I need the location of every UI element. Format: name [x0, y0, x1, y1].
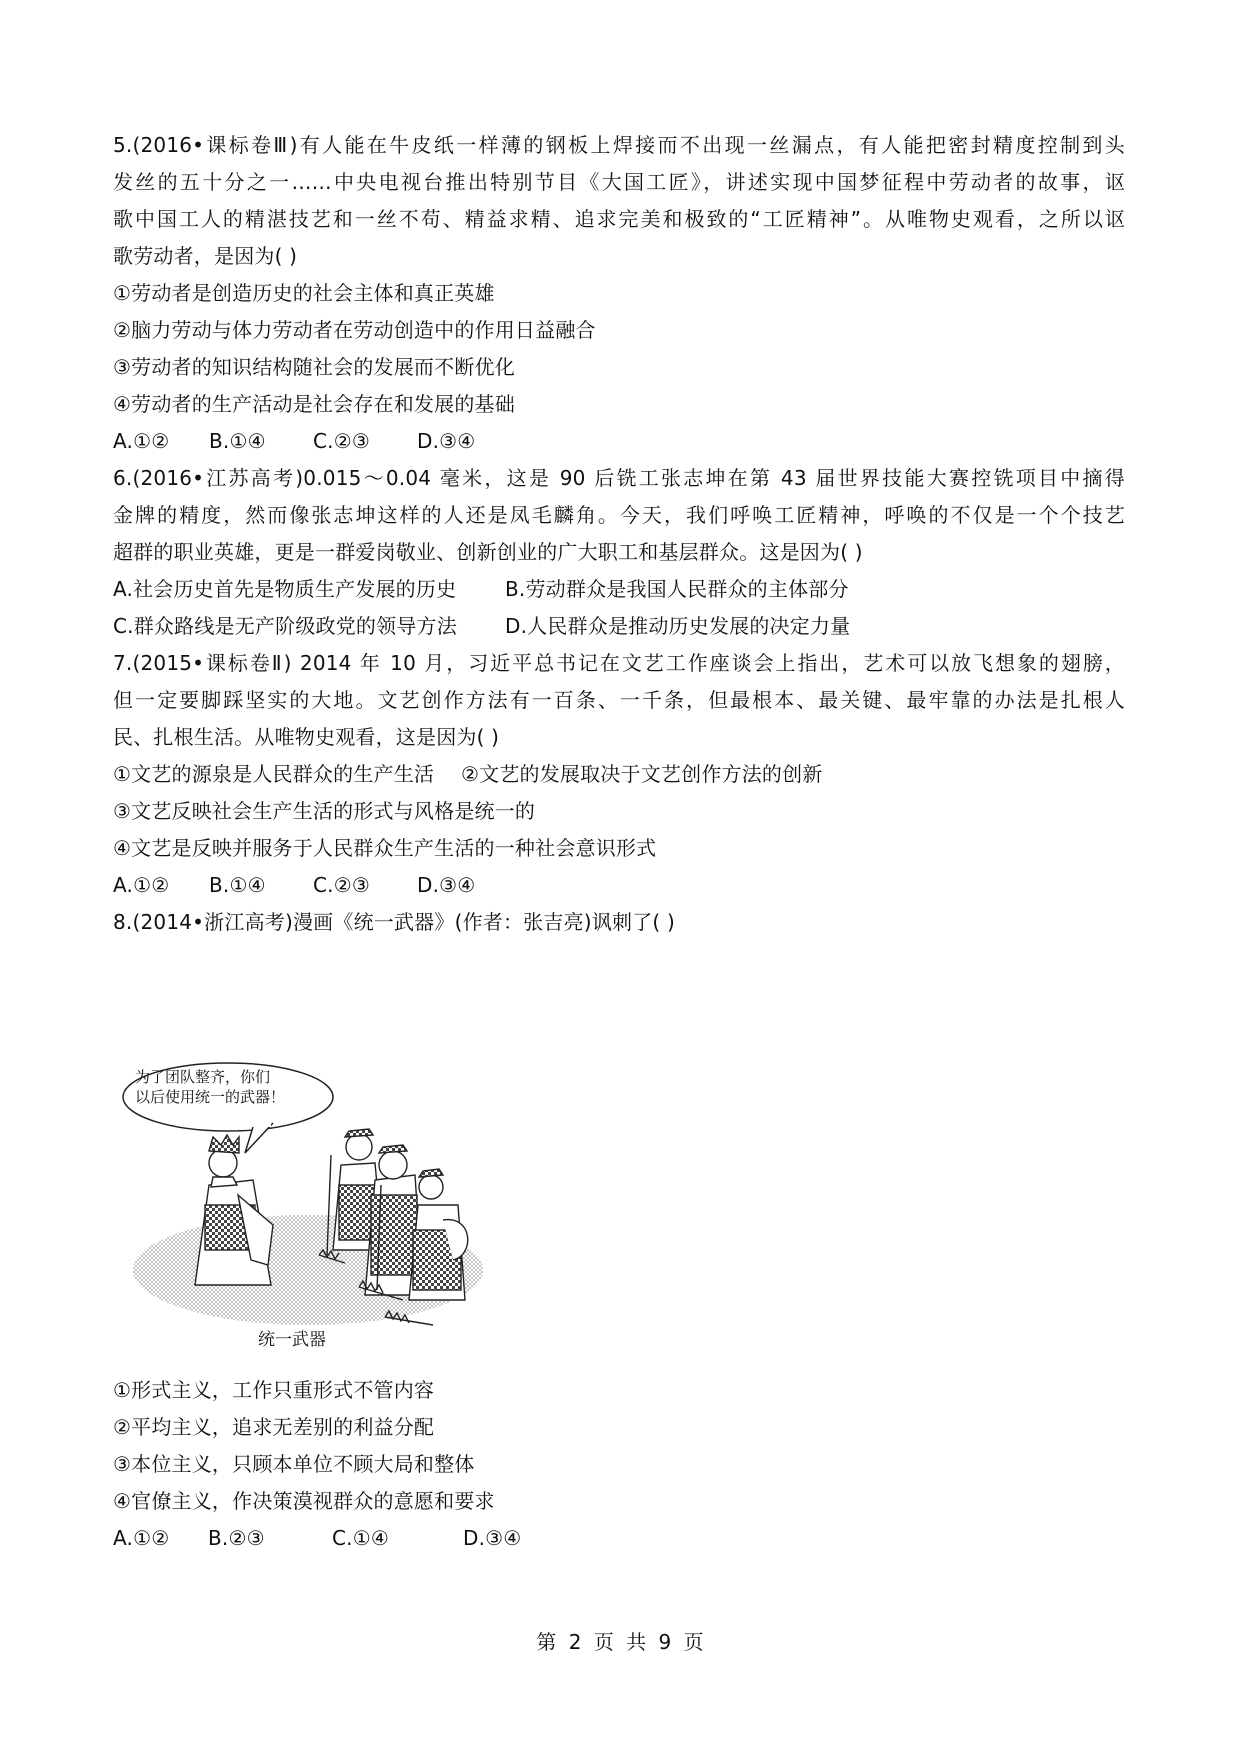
question-text-line: 发丝的五十分之一……中央电视台推出特别节目《大国工匠》，讲述实现中国梦征程中劳动者的故事，讴	[113, 170, 1125, 194]
speech-bubble	[135, 1067, 285, 1107]
answer-options-row	[113, 612, 850, 640]
question-text-line: 金牌的精度，然而像张志坤这样的人还是凤毛麟角。今天，我们呼唤工匠精神，呼唤的不仅是一个个技艺	[113, 503, 1125, 527]
option-a[interactable]: A.①②	[113, 1526, 170, 1550]
option-b[interactable]: B.①④	[209, 873, 266, 897]
statement-3: ③劳动者的知识结构随社会的发展而不断优化	[113, 355, 515, 379]
question-text-line: 5.(2016•课标卷Ⅲ)有人能在牛皮纸一样薄的钢板上焊接而不出现一丝漏点，有人能把密封精度控制到头	[113, 133, 1125, 157]
answer-options	[113, 871, 475, 899]
answer-options	[113, 1524, 521, 1552]
question-text-line: 民、扎根生活。从唯物史观看，这是因为( )	[113, 725, 500, 749]
option-d[interactable]: D.③④	[417, 873, 476, 897]
statement-3: ③文艺反映社会生产生活的形式与风格是统一的	[113, 799, 536, 823]
option-c[interactable]: C.①④	[332, 1526, 389, 1550]
option-b[interactable]: B.②③	[208, 1526, 265, 1550]
statement-4: ④官僚主义，作决策漠视群众的意愿和要求	[113, 1489, 495, 1513]
question-text-line: 但一定要脚踩坚实的大地。文艺创作方法有一百条、一千条，但最根本、最关键、最牢靠的办法是扎根人	[113, 688, 1125, 712]
option-b[interactable]: B.劳动群众是我国人民群众的主体部分	[505, 577, 849, 601]
option-b[interactable]: B.①④	[209, 429, 266, 453]
question-text-line: 6.(2016•江苏高考)0.015～0.04 毫米，这是 90 后铣工张志坤在第 43 届世界技能大赛控铣项目中摘得	[113, 466, 1125, 490]
answer-options-row	[113, 575, 849, 603]
question-text-line: 8.(2014•浙江高考)漫画《统一武器》(作者：张吉亮)讽刺了( )	[113, 910, 675, 934]
option-c[interactable]: C.群众路线是无产阶级政党的领导方法	[113, 614, 457, 638]
question-text-line: 歌劳动者，是因为( )	[113, 244, 298, 268]
statement-1: ①劳动者是创造历史的社会主体和真正英雄	[113, 281, 495, 305]
statement-2: ②文艺的发展取决于文艺创作方法的创新	[461, 762, 823, 786]
statement-3: ③本位主义，只顾本单位不顾大局和整体	[113, 1452, 475, 1476]
speech-line: 以后使用统一的武器！	[135, 1088, 286, 1106]
question-text-line: 歌中国工人的精湛技艺和一丝不苟、精益求精、追求完美和极致的“工匠精神”。从唯物史观看，之所以讴	[113, 207, 1125, 231]
statement-4: ④劳动者的生产活动是社会存在和发展的基础	[113, 392, 515, 416]
statements-row	[113, 760, 823, 788]
page-number: 第 2 页 共 9 页	[536, 1630, 704, 1654]
figure-caption: 统一武器	[258, 1330, 326, 1350]
option-a[interactable]: A.①②	[113, 429, 170, 453]
question-text-line: 7.(2015•课标卷Ⅱ) 2014 年 10 月，习近平总书记在文艺工作座谈会上指出，艺术可以放飞想象的翅膀，	[113, 651, 1125, 675]
speech-line: 为了团队整齐，你们	[135, 1068, 271, 1086]
statement-1: ①形式主义，工作只重形式不管内容	[113, 1378, 435, 1402]
cartoon-figure	[113, 1055, 498, 1345]
statement-2: ②平均主义，追求无差别的利益分配	[113, 1415, 435, 1439]
option-a[interactable]: A.社会历史首先是物质生产发展的历史	[113, 577, 457, 601]
statement-2: ②脑力劳动与体力劳动者在劳动创造中的作用日益融合	[113, 318, 596, 342]
option-d[interactable]: D.③④	[417, 429, 476, 453]
question-text-line: 超群的职业英雄，更是一群爱岗敬业、创新创业的广大职工和基层群众。这是因为( )	[113, 540, 863, 564]
option-c[interactable]: C.②③	[313, 429, 370, 453]
option-c[interactable]: C.②③	[313, 873, 370, 897]
option-d[interactable]: D.人民群众是推动历史发展的决定力量	[505, 614, 851, 638]
answer-options	[113, 427, 475, 455]
option-a[interactable]: A.①②	[113, 873, 170, 897]
statement-4: ④文艺是反映并服务于人民群众生产生活的一种社会意识形式	[113, 836, 657, 860]
statement-1: ①文艺的源泉是人民群众的生产生活	[113, 762, 435, 786]
option-d[interactable]: D.③④	[463, 1526, 522, 1550]
